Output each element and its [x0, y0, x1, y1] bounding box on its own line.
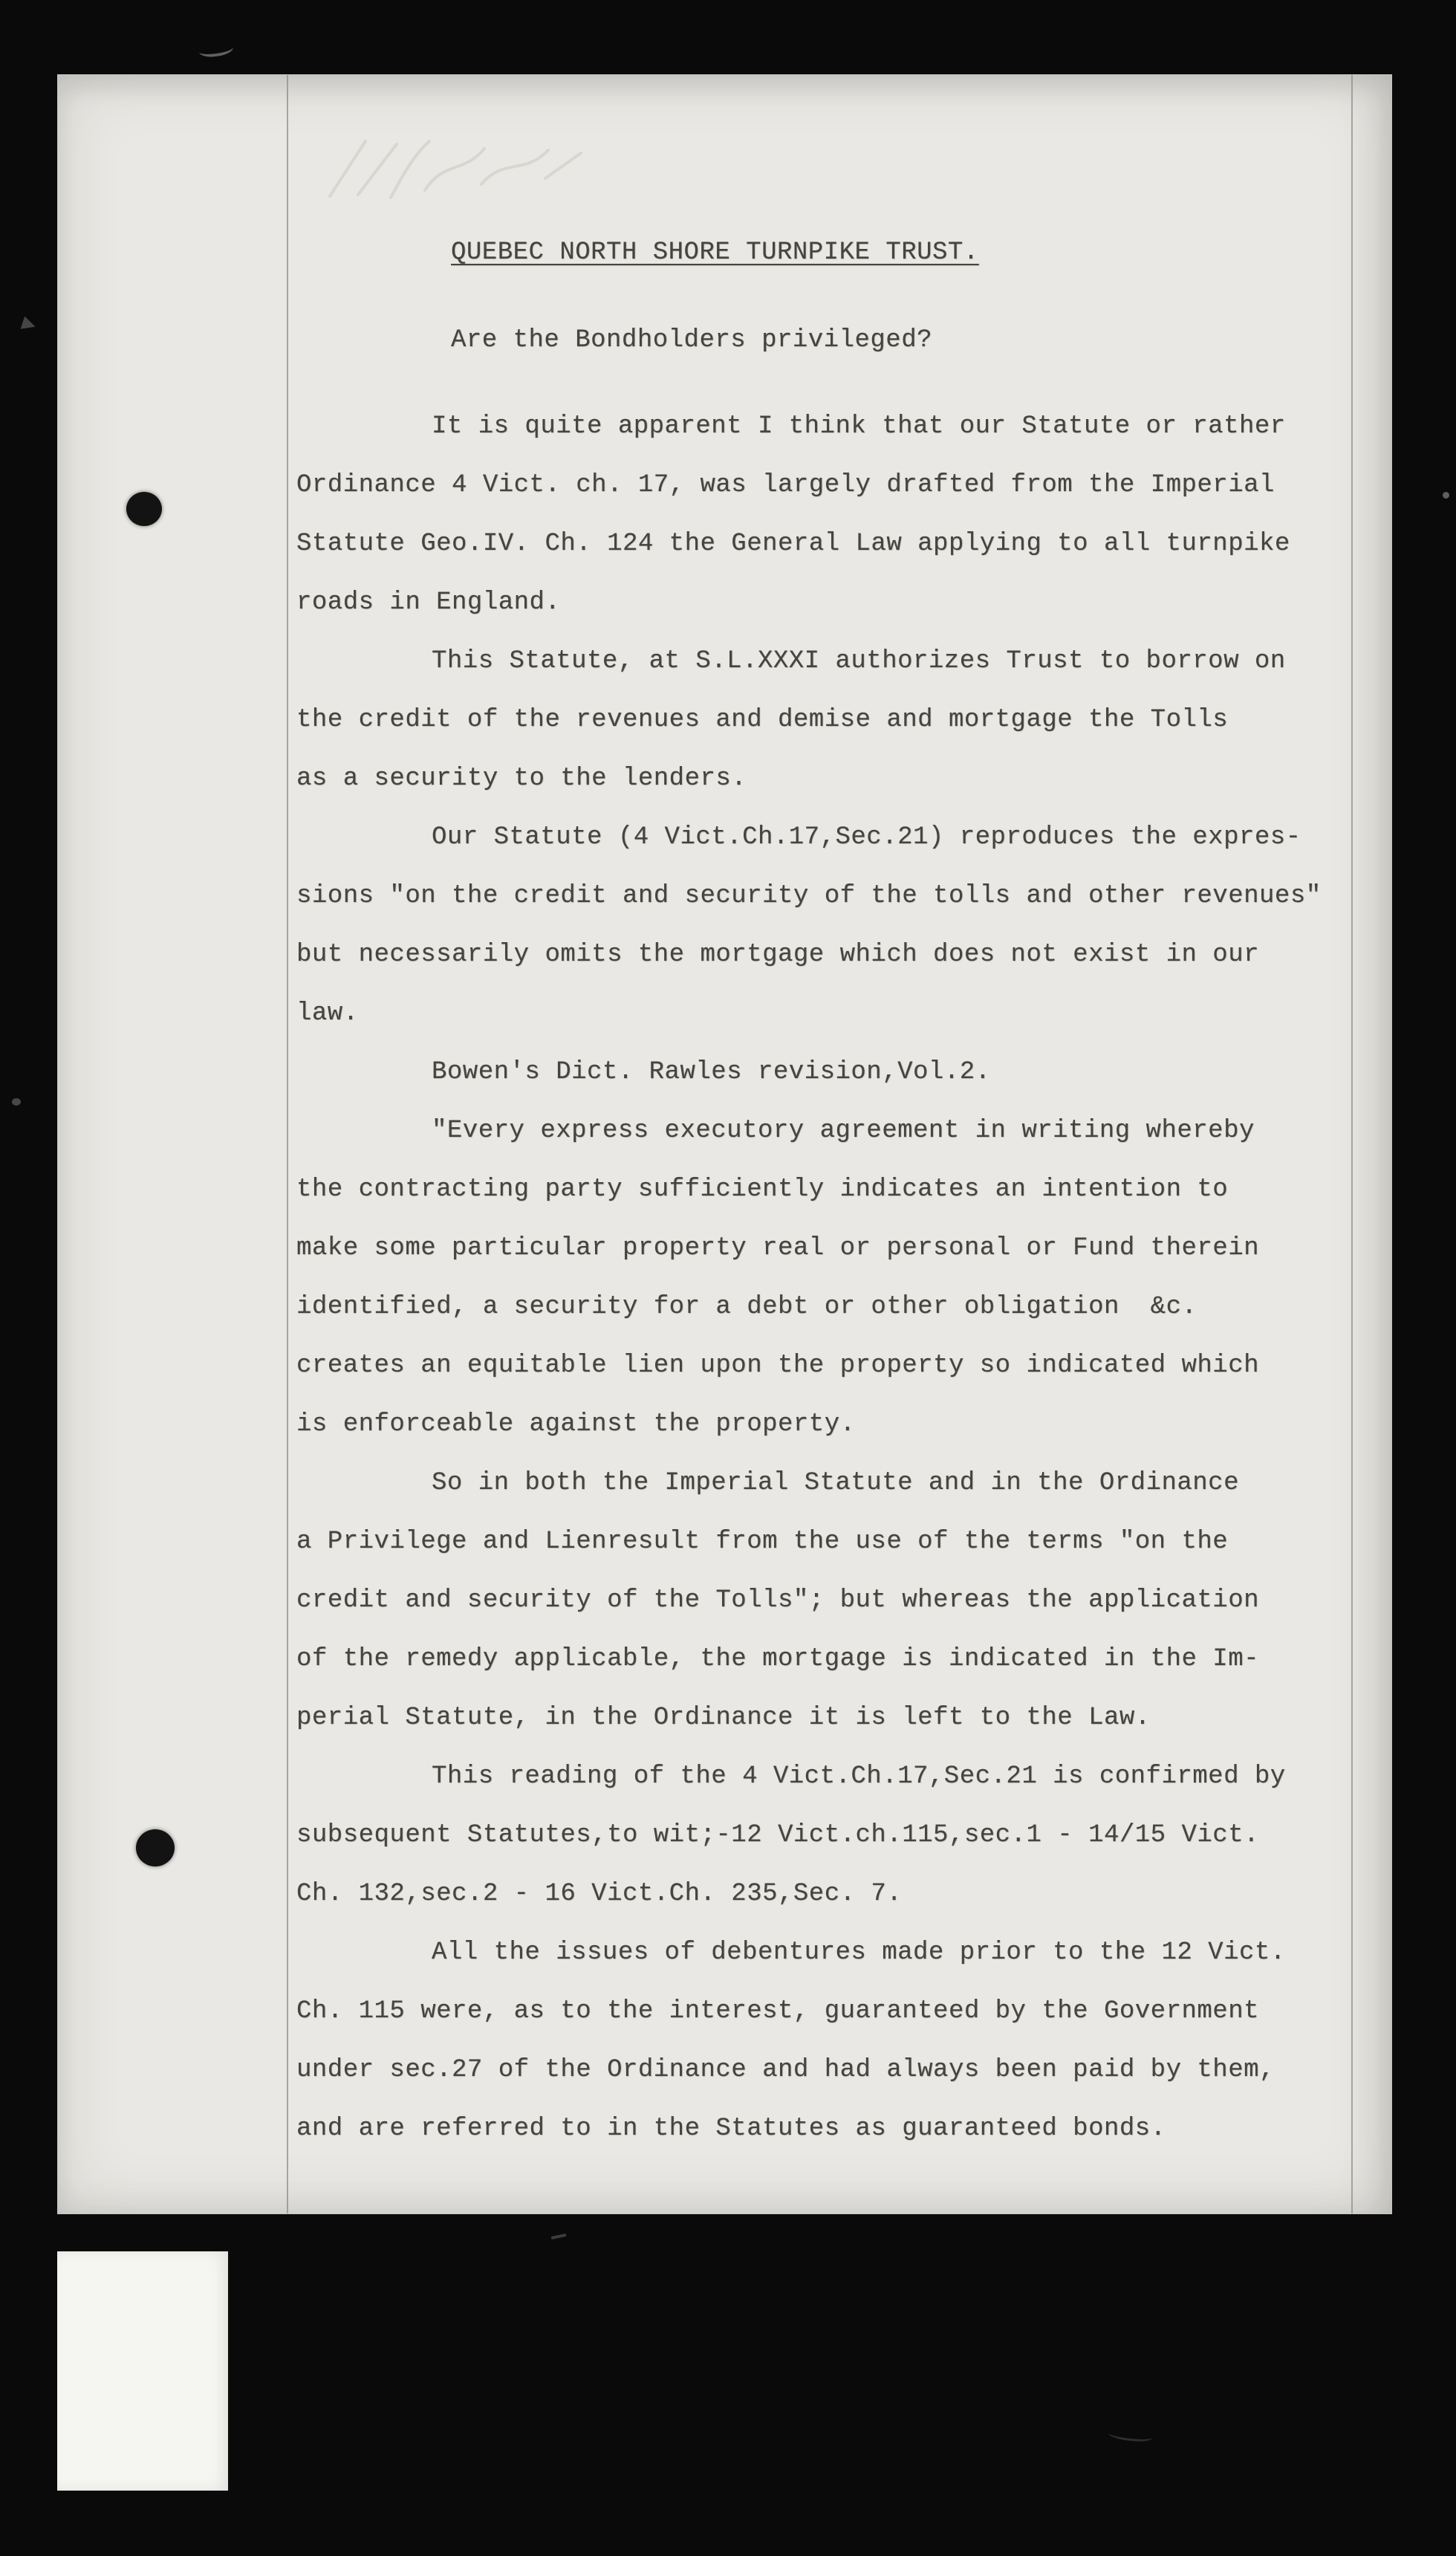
typed-line: sions "on the credit and security of the tolls and other revenues"	[296, 882, 1322, 910]
paper-scrap	[57, 2251, 228, 2491]
scan-artifact-squiggle-top	[198, 41, 234, 59]
document-title: QUEBEC NORTH SHORE TURNPIKE TRUST.	[451, 239, 979, 267]
document-question: Are the Bondholders privileged?	[451, 326, 933, 354]
typed-line: Bowen's Dict. Rawles revision,Vol.2.	[432, 1058, 991, 1086]
hole-punch-bottom	[136, 1829, 175, 1866]
typed-line: "Every express executory agreement in writing whereby	[432, 1117, 1255, 1145]
typed-line: make some particular property real or personal or Fund therein	[296, 1234, 1260, 1262]
scan-artifact-left-speck	[12, 1098, 21, 1106]
typed-line: Statute Geo.IV. Ch. 124 the General Law applying to all turnpike	[296, 530, 1290, 558]
typed-line: Ch. 132,sec.2 - 16 Vict.Ch. 235,Sec. 7.	[296, 1880, 903, 1908]
typed-line: Our Statute (4 Vict.Ch.17,Sec.21) reproduces the expres-	[432, 823, 1301, 852]
paragraphs-container	[296, 398, 1355, 2158]
typed-line: identified, a security for a debt or other obligation &c.	[296, 1293, 1197, 1321]
typed-line: So in both the Imperial Statute and in the Ordinance	[432, 1469, 1239, 1497]
typed-line: Ch. 115 were, as to the interest, guaranteed by the Government	[296, 1997, 1260, 2025]
typed-line: subsequent Statutes,to wit;-12 Vict.ch.115,sec.1 - 14/15 Vict.	[296, 1821, 1260, 1849]
typed-line: and are referred to in the Statutes as guaranteed bonds.	[296, 2115, 1166, 2143]
scan-artifact-right-speck	[1443, 492, 1449, 499]
typed-line: Ordinance 4 Vict. ch. 17, was largely drafted from the Imperial	[296, 471, 1275, 499]
typed-line: a Privilege and Lienresult from the use of the terms "on the	[296, 1528, 1229, 1556]
typed-line: but necessarily omits the mortgage which does not exist in our	[296, 941, 1260, 969]
typed-line: the credit of the revenues and demise and mortgage the Tolls	[296, 706, 1229, 734]
typed-line: the contracting party sufficiently indicates an intention to	[296, 1175, 1229, 1204]
typed-line: perial Statute, in the Ordinance it is left to the Law.	[296, 1704, 1151, 1732]
typed-line: law.	[296, 999, 359, 1028]
pencil-scribble-icon	[325, 131, 593, 213]
typed-line: is enforceable against the property.	[296, 1410, 856, 1438]
scan-artifact-bottom-squiggle	[1108, 2427, 1153, 2443]
typed-line: under sec.27 of the Ordinance and had always been paid by them,	[296, 2056, 1275, 2084]
typed-line: This Statute, at S.L.XXXI authorizes Trust to borrow on	[432, 647, 1286, 675]
scan-artifact-left-edge	[21, 317, 38, 334]
typed-line: roads in England.	[296, 588, 561, 617]
typed-line: It is quite apparent I think that our Statute or rather	[432, 412, 1286, 441]
typed-line: credit and security of the Tolls"; but whereas the application	[296, 1586, 1260, 1615]
scan-artifact-bottom-dash	[551, 2234, 566, 2239]
document-page	[57, 74, 1392, 2214]
left-margin-rule	[287, 75, 288, 2213]
typed-line: as a security to the lenders.	[296, 765, 747, 793]
typed-line: This reading of the 4 Vict.Ch.17,Sec.21 is confirmed by	[432, 1762, 1286, 1791]
typewritten-text	[296, 224, 1355, 2158]
typed-line: All the issues of debentures made prior to the 12 Vict.	[432, 1939, 1286, 1967]
typed-line: creates an equitable lien upon the property so indicated which	[296, 1352, 1260, 1380]
typed-line: of the remedy applicable, the mortgage is indicated in the Im-	[296, 1645, 1260, 1673]
hole-punch-top	[126, 492, 162, 526]
